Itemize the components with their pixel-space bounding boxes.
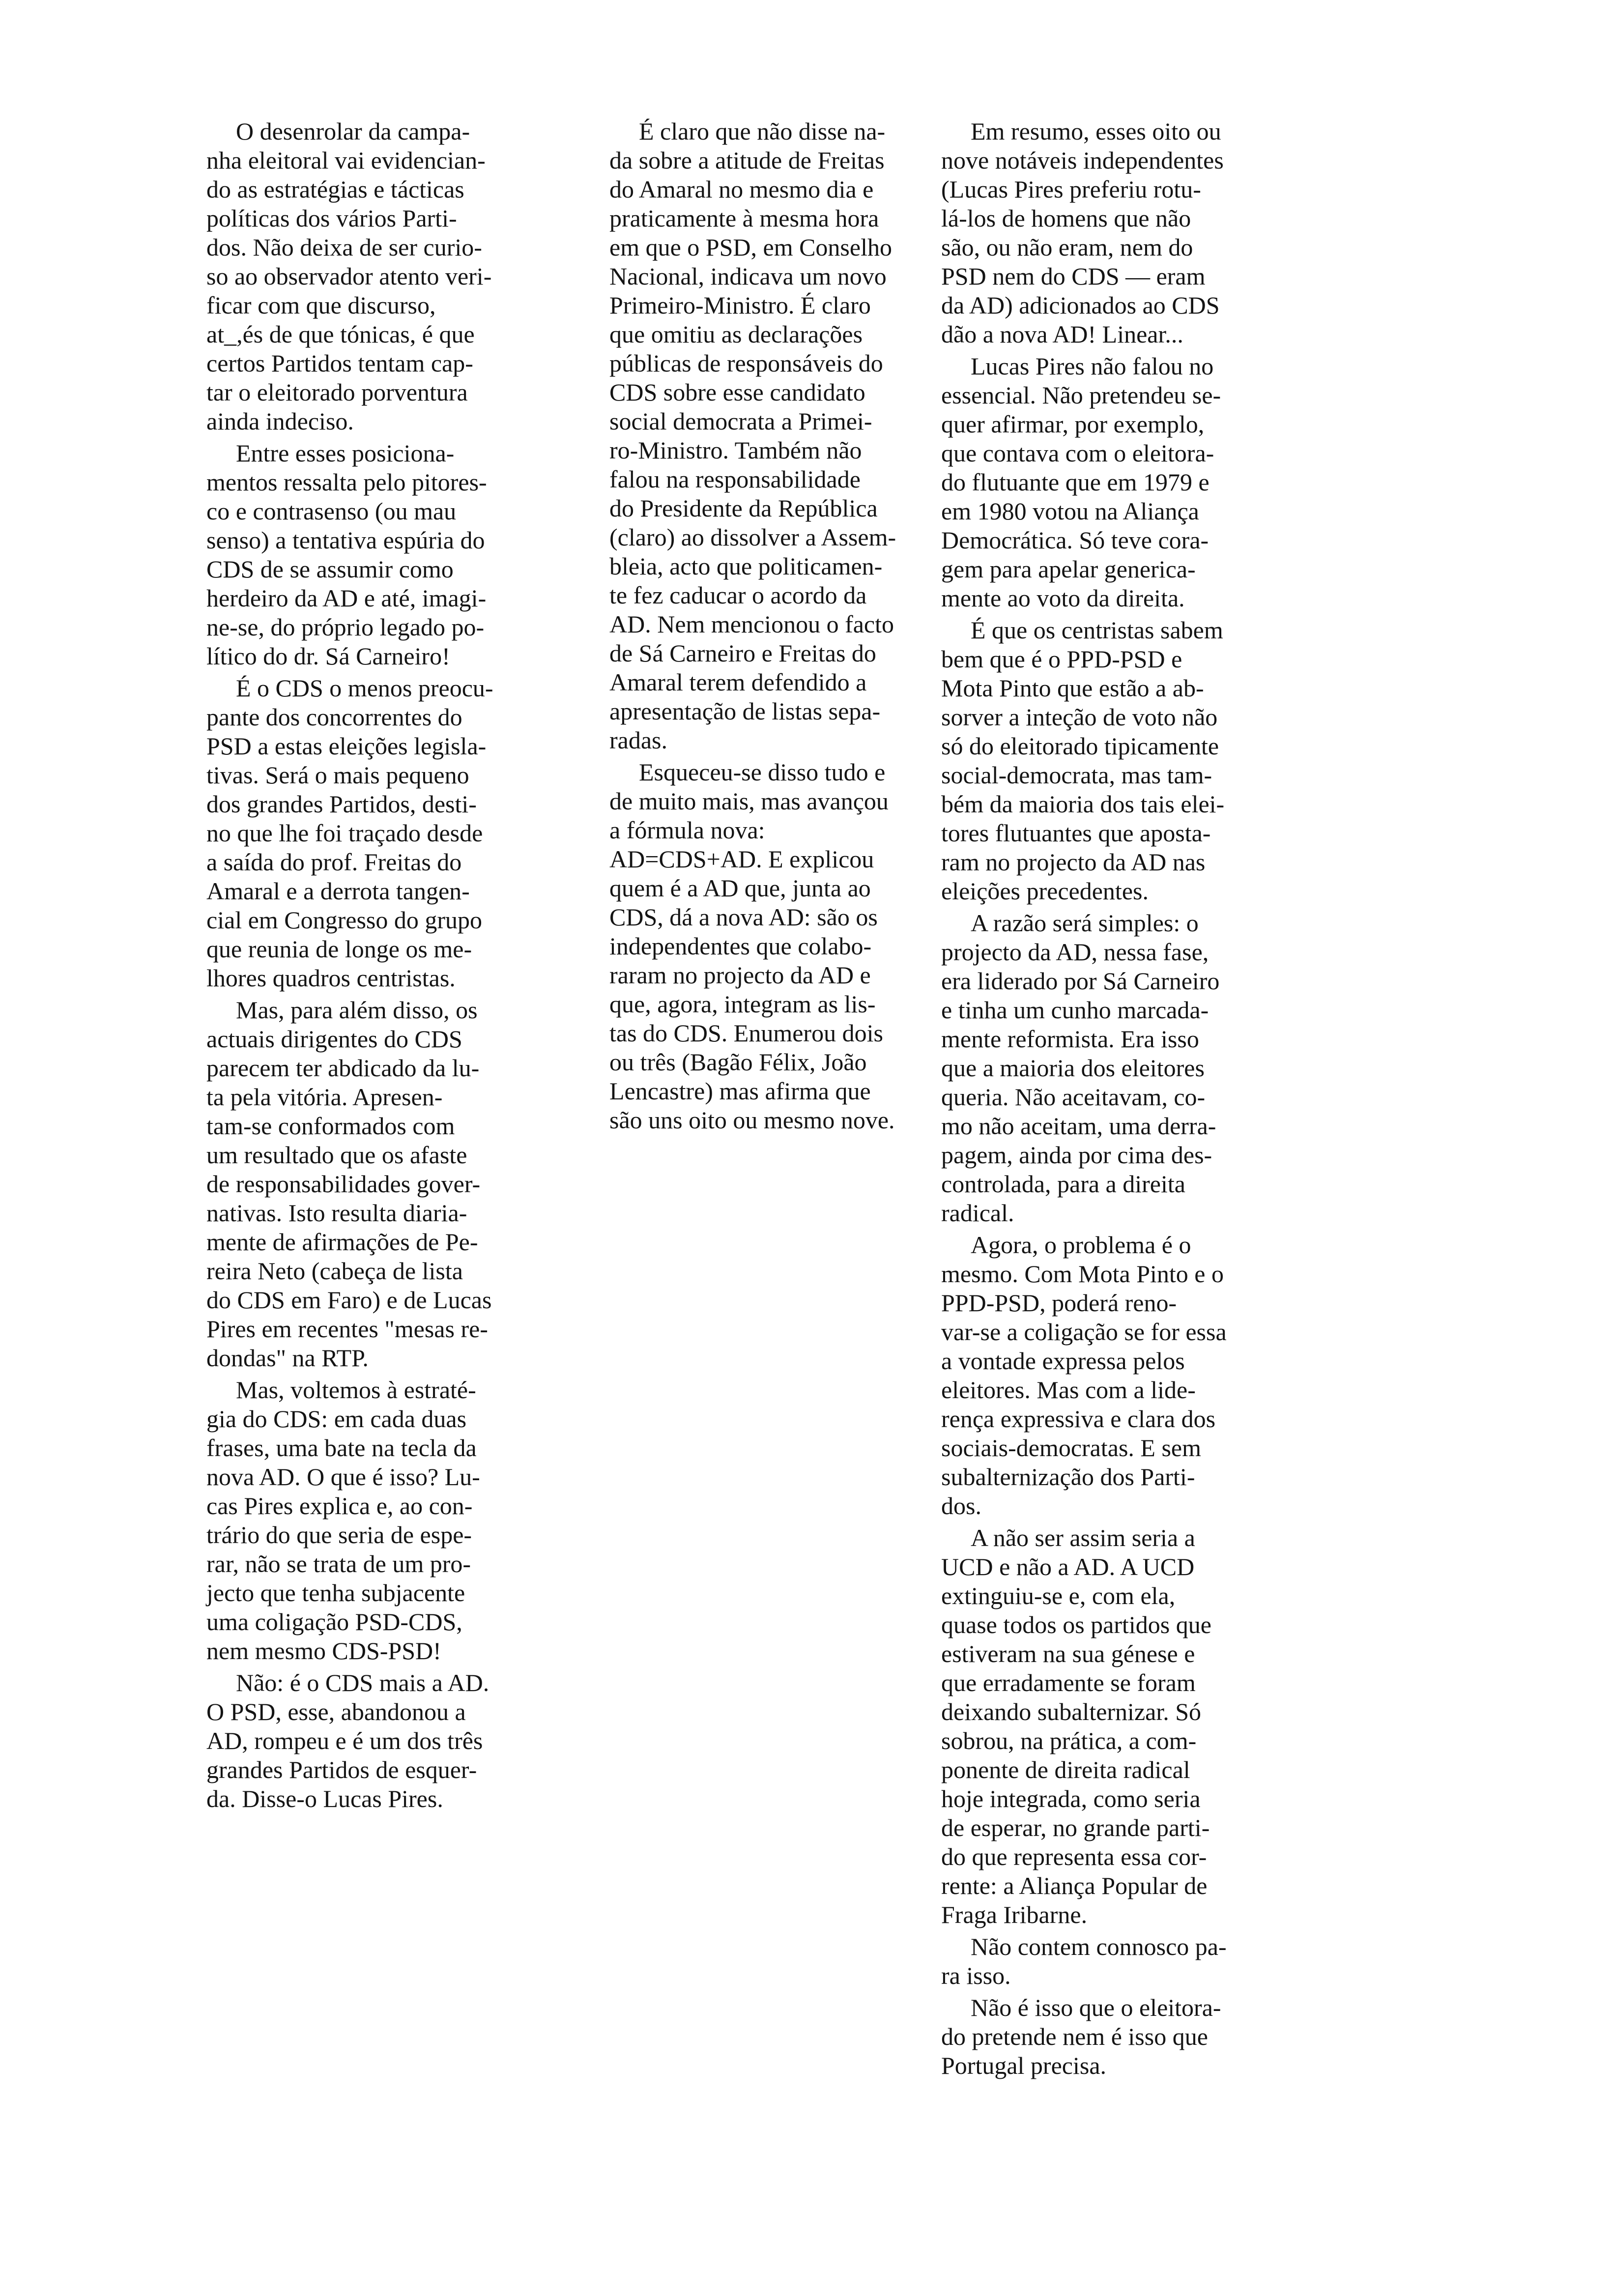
paragraph [609, 758, 953, 1135]
paragraph [206, 117, 550, 436]
text-line: era liderado por Sá Carneiro [941, 967, 1220, 995]
paragraph [941, 909, 1366, 1228]
text-line: gia do CDS: em cada duas [206, 1405, 467, 1433]
text-line: dondas" na RTP. [206, 1344, 369, 1372]
text-line: (Lucas Pires preferiu rotu- [941, 175, 1201, 203]
paragraph [941, 1231, 1366, 1521]
text-line: que reunia de longe os me- [206, 935, 472, 963]
text-line: estiveram na sua génese e [941, 1640, 1195, 1667]
text-line: Em resumo, esses oito ou [971, 117, 1221, 145]
text-line: Mota Pinto que estão a ab- [941, 674, 1204, 702]
text-line: tar o eleitorado porventura [206, 378, 468, 406]
text-line: da. Disse-o Lucas Pires. [206, 1785, 443, 1812]
text-line: Lucas Pires não falou no [971, 352, 1214, 380]
text-line: tam-se conformados com [206, 1112, 455, 1140]
text-line: cas Pires explica e, ao con- [206, 1492, 473, 1520]
paragraph [941, 1523, 1366, 1929]
text-line: var-se a coligação se for essa [941, 1318, 1227, 1346]
text-line: de Sá Carneiro e Freitas do [609, 639, 876, 667]
text-line: PSD nem do CDS — eram [941, 262, 1206, 290]
text-line: rar, não se trata de um pro- [206, 1550, 471, 1578]
text-line: mente ao voto da direita. [941, 584, 1185, 612]
paragraph-gap [941, 2080, 1366, 2083]
text-line: É o CDS o menos preocu- [236, 674, 493, 702]
text-line: actuais dirigentes do CDS [206, 1025, 462, 1053]
text-line: a vontade expressa pelos [941, 1347, 1185, 1375]
text-line: dos grandes Partidos, desti- [206, 790, 477, 818]
text-line: bém da maioria dos tais elei- [941, 790, 1225, 818]
text-line: são, ou não eram, nem do [941, 233, 1193, 261]
text-line: nativas. Isto resulta diaria- [206, 1199, 467, 1227]
text-line: É que os centristas sabem [971, 616, 1223, 644]
text-line: sorver a inteção de voto não [941, 703, 1218, 731]
text-line: reira Neto (cabeça de lista [206, 1257, 463, 1285]
text-line: cial em Congresso do grupo [206, 906, 483, 934]
text-line: e tinha um cunho marcada- [941, 996, 1209, 1024]
text-line: da AD) adicionados ao CDS [941, 291, 1220, 319]
text-line: de muito mais, mas avançou [609, 787, 889, 815]
text-line: em que o PSD, em Conselho [609, 233, 892, 261]
text-line: ou três (Bagão Félix, João [609, 1048, 867, 1076]
text-line: ro-Ministro. Também não [609, 436, 862, 464]
text-line: Mas, para além disso, os [236, 996, 478, 1024]
text-line: frases, uma bate na tecla da [206, 1434, 477, 1462]
text-line: subalternização dos Parti- [941, 1463, 1195, 1491]
text-line: que, agora, integram as lis- [609, 990, 876, 1018]
text-line: quer afirmar, por exemplo, [941, 410, 1205, 438]
text-line: gem para apelar generica- [941, 555, 1196, 583]
text-line: O desenrolar da campa- [236, 117, 470, 145]
text-line: lá-los de homens que não [941, 204, 1191, 232]
paragraph [941, 117, 1366, 349]
paragraph [941, 1932, 1366, 1990]
text-line: CDS, dá a nova AD: são os [609, 903, 878, 931]
text-line: co e contrasenso (ou mau [206, 497, 457, 525]
text-line: AD=CDS+AD. E explicou [609, 845, 874, 873]
text-line: dos. [941, 1492, 981, 1520]
text-line: ne-se, do próprio legado po- [206, 613, 485, 641]
text-line: Nacional, indicava um novo [609, 262, 887, 290]
text-line: A não ser assim seria a [971, 1524, 1195, 1551]
text-line: Amaral terem defendido a [609, 668, 867, 696]
paragraph [941, 616, 1366, 906]
text-line: queria. Não aceitavam, co- [941, 1083, 1206, 1111]
text-line: Democrática. Só teve cora- [941, 526, 1209, 554]
text-line: do que representa essa cor- [941, 1843, 1207, 1870]
text-line: falou na responsabilidade [609, 465, 861, 493]
text-line: Entre esses posiciona- [236, 439, 455, 467]
text-line: do Presidente da República [609, 494, 878, 522]
text-line: AD. Nem mencionou o facto [609, 610, 894, 638]
text-line: que contava com o eleitora- [941, 439, 1214, 467]
text-line: uma coligação PSD-CDS, [206, 1608, 462, 1636]
text-line: É claro que não disse na- [639, 117, 886, 145]
paragraph [941, 1993, 1366, 2080]
text-line: do Amaral no mesmo dia e [609, 175, 874, 203]
text-line: do as estratégias e tácticas [206, 175, 464, 203]
text-line: de esperar, no grande parti- [941, 1814, 1210, 1841]
text-line: te fez caducar o acordo da [609, 581, 867, 609]
paragraph [941, 352, 1366, 613]
text-line: ponente de direita radical [941, 1756, 1190, 1783]
text-line: raram no projecto da AD e [609, 961, 871, 989]
text-line: grandes Partidos de esquer- [206, 1756, 477, 1783]
text-line: so ao observador atento veri- [206, 262, 492, 290]
text-line: Lencastre) mas afirma que [609, 1077, 871, 1105]
text-line: rença expressiva e clara dos [941, 1405, 1216, 1433]
paragraph [609, 117, 953, 755]
text-line: jecto que tenha subjacente [206, 1579, 465, 1607]
text-line: Não contem connosco pa- [971, 1933, 1227, 1960]
text-line: tas do CDS. Enumerou dois [609, 1019, 883, 1047]
text-line: Fraga Iribarne. [941, 1901, 1088, 1928]
text-line: no que lhe foi traçado desde [206, 819, 483, 847]
text-line: Esqueceu-se disso tudo e [639, 758, 886, 786]
text-line: que erradamente se foram [941, 1669, 1196, 1696]
text-line: praticamente à mesma hora [609, 204, 879, 232]
text-line: sobrou, na prática, a com- [941, 1727, 1197, 1754]
text-line: dos. Não deixa de ser curio- [206, 233, 482, 261]
text-line: sociais-democratas. E sem [941, 1434, 1201, 1462]
text-line: pagem, ainda por cima des- [941, 1141, 1212, 1169]
text-line: AD, rompeu e é um dos três [206, 1727, 483, 1754]
text-line: são uns oito ou mesmo nove. [609, 1106, 895, 1134]
text-line: da sobre a atitude de Freitas [609, 146, 885, 174]
text-line: de responsabilidades gover- [206, 1170, 481, 1198]
paragraph [206, 1376, 550, 1665]
text-line: ainda indeciso. [206, 407, 354, 435]
text-line: rente: a Aliança Popular de [941, 1872, 1208, 1899]
text-line: PSD a estas eleições legisla- [206, 732, 487, 760]
article-column-3 [941, 117, 1366, 2083]
text-line: ram no projecto da AD nas [941, 848, 1206, 876]
text-line: independentes que colabo- [609, 932, 872, 960]
text-line: Não: é o CDS mais a AD. [236, 1669, 489, 1696]
text-line: senso) a tentativa espúria do [206, 526, 485, 554]
text-line: do CDS em Faro) e de Lucas [206, 1286, 492, 1314]
article-column-1 [206, 117, 550, 1816]
text-line: que a maioria dos eleitores [941, 1054, 1205, 1082]
text-line: só do eleitorado tipicamente [941, 732, 1219, 760]
text-line: eleitores. Mas com a lide- [941, 1376, 1196, 1404]
text-line: ficar com que discurso, [206, 291, 436, 319]
paragraph [206, 996, 550, 1373]
text-line: do pretende nem é isso que [941, 2023, 1208, 2050]
paragraph [206, 674, 550, 993]
text-line: a fórmula nova: [609, 816, 765, 844]
text-line: Não é isso que o eleitora- [971, 1994, 1221, 2021]
text-line: ra isso. [941, 1962, 1011, 1989]
text-line: políticas dos vários Parti- [206, 204, 457, 232]
paragraph [206, 439, 550, 671]
text-line: que omitiu as declarações [609, 320, 863, 348]
text-line: trário do que seria de espe- [206, 1521, 472, 1549]
text-line: Primeiro-Ministro. É claro [609, 291, 871, 319]
text-line: O PSD, esse, abandonou a [206, 1698, 466, 1725]
text-line: extinguiu-se e, com ela, [941, 1582, 1176, 1609]
text-line: mente reformista. Era isso [941, 1025, 1199, 1053]
text-line: lhores quadros centristas. [206, 964, 456, 992]
text-line: parecem ter abdicado da lu- [206, 1054, 480, 1082]
text-line: social-democrata, mas tam- [941, 761, 1212, 789]
text-line: a saída do prof. Freitas do [206, 848, 462, 876]
text-line: at_,és de que tónicas, é que [206, 320, 475, 348]
text-line: Agora, o problema é o [971, 1231, 1191, 1259]
text-line: UCD e não a AD. A UCD [941, 1553, 1195, 1580]
text-line: bleia, acto que politicamen- [609, 552, 883, 580]
text-line: social democrata a Primei- [609, 407, 872, 435]
text-line: quem é a AD que, junta ao [609, 874, 871, 902]
text-line: em 1980 votou na Aliança [941, 497, 1199, 525]
text-line: apresentação de listas sepa- [609, 697, 881, 725]
text-line: quase todos os partidos que [941, 1611, 1211, 1638]
text-line: hoje integrada, como seria [941, 1785, 1201, 1812]
text-line: nha eleitoral vai evidencian- [206, 146, 486, 174]
text-line: mente de afirmações de Pe- [206, 1228, 478, 1256]
text-line: (claro) ao dissolver a Assem- [609, 523, 896, 551]
text-line: projecto da AD, nessa fase, [941, 938, 1209, 966]
text-line: dão a nova AD! Linear... [941, 320, 1183, 348]
text-line: nova AD. O que é isso? Lu- [206, 1463, 480, 1491]
text-line: Pires em recentes "mesas re- [206, 1315, 488, 1343]
text-line: nove notáveis independentes [941, 146, 1224, 174]
text-line: mentos ressalta pelo pitores- [206, 468, 487, 496]
text-line: controlada, para a direita [941, 1170, 1185, 1198]
text-line: tores flutuantes que aposta- [941, 819, 1211, 847]
text-line: mo não aceitam, uma derra- [941, 1112, 1216, 1140]
text-line: PPD-PSD, poderá reno- [941, 1289, 1177, 1317]
paragraph-gap [609, 1135, 953, 1138]
text-line: Portugal precisa. [941, 2052, 1107, 2079]
text-line: essencial. Não pretendeu se- [941, 381, 1221, 409]
text-line: herdeiro da AD e até, imagi- [206, 584, 487, 612]
text-line: CDS sobre esse candidato [609, 378, 865, 406]
text-line: Mas, voltemos à estraté- [236, 1376, 476, 1404]
text-line: radical. [941, 1199, 1014, 1227]
text-line: públicas de responsáveis do [609, 349, 883, 377]
text-line: eleições precedentes. [941, 877, 1149, 905]
text-line: A razão será simples: o [971, 909, 1199, 937]
text-line: do flutuante que em 1979 e [941, 468, 1209, 496]
text-line: bem que é o PPD-PSD e [941, 645, 1182, 673]
text-line: tivas. Será o mais pequeno [206, 761, 469, 789]
text-line: lítico do dr. Sá Carneiro! [206, 642, 450, 670]
text-line: nem mesmo CDS-PSD! [206, 1637, 441, 1665]
text-line: um resultado que os afaste [206, 1141, 467, 1169]
text-line: radas. [609, 726, 667, 754]
text-line: certos Partidos tentam cap- [206, 349, 473, 377]
text-line: mesmo. Com Mota Pinto e o [941, 1260, 1224, 1288]
text-line: deixando subalternizar. Só [941, 1698, 1202, 1725]
text-line: ta pela vitória. Apresen- [206, 1083, 443, 1111]
text-line: CDS de se assumir como [206, 555, 454, 583]
article-column-2 [609, 117, 953, 1138]
text-line: Amaral e a derrota tangen- [206, 877, 470, 905]
paragraph-gap [206, 1813, 550, 1816]
paragraph [206, 1668, 550, 1813]
text-line: pante dos concorrentes do [206, 703, 462, 731]
